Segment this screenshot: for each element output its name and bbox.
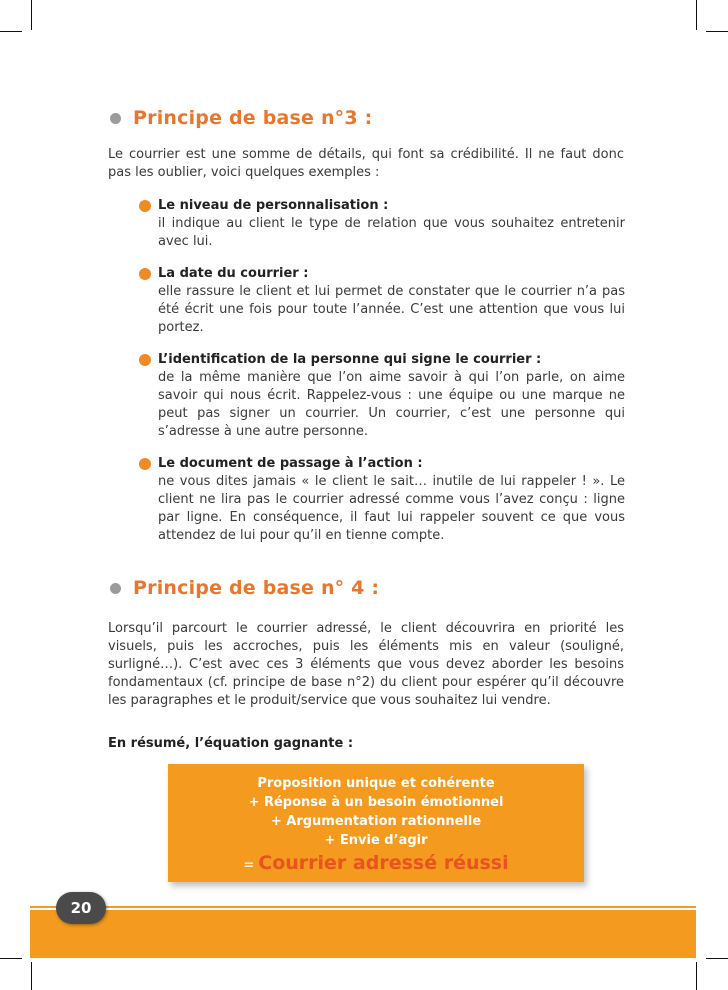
section-3-intro: Le courrier est une somme de détails, qui font sa crédibilité. Il ne faut donc pas les oublier, voici quelques exemples : — [108, 147, 624, 180]
list-item — [139, 351, 625, 441]
list-item-title: L’identification de la personne qui signe le courrier : — [158, 352, 542, 367]
detail-list — [139, 197, 625, 559]
section-4-text: Lorsqu’il parcourt le courrier adressé, le client découvrira en priorité les visuels, puis les accroches, puis les éléments mis en valeur (souligné, surligné…). C’est avec ces 3 éléments que vous devez aborder les besoins fondamentaux (cf. principe de base n°2) du client pour espérer qu’il découvre les paragraphes et le produit/service que vous souhaitez lui vendre. — [108, 621, 624, 708]
equation-line: + Envie d’agir — [324, 833, 428, 848]
crop-mark — [31, 962, 32, 990]
grey-bullet-icon — [110, 113, 121, 124]
equation-line: + Argumentation rationnelle — [270, 814, 482, 829]
orange-bullet-icon — [139, 200, 151, 212]
list-item-title: La date du courrier : — [158, 266, 309, 281]
footer-rule — [30, 906, 696, 908]
list-item-title: Le niveau de personnalisation : — [158, 198, 389, 213]
crop-mark — [696, 962, 697, 990]
list-item — [139, 265, 625, 337]
equation-line: + Réponse à un besoin émotionnel — [248, 795, 504, 810]
orange-bullet-icon — [139, 354, 151, 366]
section-3-heading — [108, 107, 372, 129]
crop-mark — [0, 958, 22, 959]
list-item-text: ne vous dites jamais « le client le sait… inutile de lui rappeler ! ». Le client ne lira pas le courrier adressé comme vous l’avez conçu : ligne par ligne. En conséquence, il faut lui rappeler souvent ce que vous attendez de lui pour qu’il en tienne compte. — [158, 474, 625, 543]
list-item-text: de la même manière que l’on aime savoir à qui l’on parle, on aime savoir qui nous écrit. Rappelez-vous : une équipe ou une marque ne peut pas signer un courrier. Un courrier, c’est une personne qui s’adresse à une autre personne. — [158, 370, 625, 439]
crop-mark — [696, 0, 697, 30]
footer-band — [30, 910, 696, 958]
equation-box — [168, 764, 584, 882]
list-item-text: elle rassure le client et lui permet de constater que le courrier n’a pas été écrit une fois pour toute l’année. C’est une attention que vous lui portez. — [158, 284, 625, 335]
page-number: 20 — [56, 892, 106, 924]
summary-label: En résumé, l’équation gagnante : — [108, 736, 354, 751]
section-3-title: Principe de base n°3 : — [133, 107, 373, 129]
crop-mark — [706, 31, 728, 32]
crop-mark — [0, 31, 22, 32]
equation-line: Proposition unique et cohérente — [257, 776, 495, 791]
equation-result-text: Courrier adressé réussi — [258, 852, 509, 874]
equation-result — [168, 852, 584, 874]
section-4-heading — [108, 577, 379, 599]
crop-mark — [31, 0, 32, 30]
list-item-title: Le document de passage à l’action : — [158, 456, 423, 471]
list-item-text: il indique au client le type de relation que vous souhaitez entretenir avec lui. — [158, 216, 625, 249]
list-item — [139, 197, 625, 251]
list-item — [139, 455, 625, 545]
crop-mark — [706, 958, 728, 959]
grey-bullet-icon — [110, 583, 121, 594]
equals-sign: = — [243, 858, 255, 873]
orange-bullet-icon — [139, 458, 151, 470]
orange-bullet-icon — [139, 268, 151, 280]
section-4-title: Principe de base n° 4 : — [133, 577, 380, 599]
